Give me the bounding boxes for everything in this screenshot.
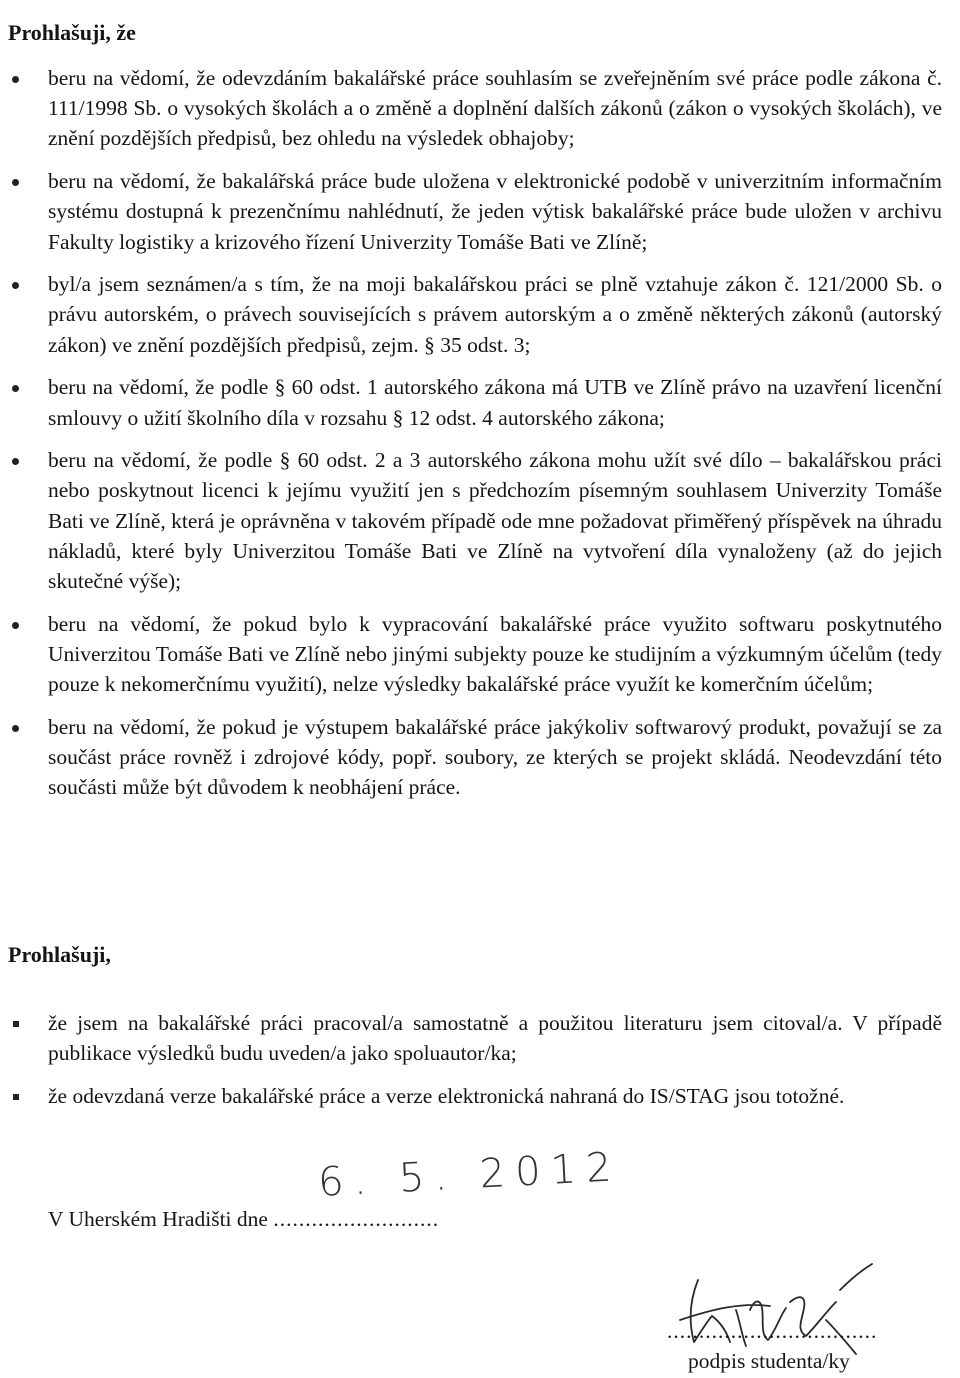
list-item: [0, 269, 960, 360]
list-item-text: byl/a jsem seznámen/a s tím, že na moji bakalářskou práci se plně vztahuje zákon č. 121/2000 Sb. o právu autorském, o právech souvisejících s právem autorským a o změně některých zákonů (autorský zákon) ve znění pozdějších předpisů, zejm. § 35 odst. 3;: [48, 272, 942, 357]
declaration-list-1: [0, 63, 960, 815]
list-item: [0, 372, 960, 432]
date-dots: ..........................: [273, 1207, 440, 1231]
bullet-dot-icon: [12, 282, 19, 289]
list-item: [0, 166, 960, 257]
list-item: [0, 445, 960, 596]
bullet-dot-icon: [12, 622, 19, 629]
list-item-text: beru na vědomí, že podle § 60 odst. 2 a 3 autorského zákona mohu užít své dílo – bakalářskou práci nebo poskytnout licenci k jejímu využití jen s předchozím písemným souhlasem Univerzity Tomáše Bati ve Zlíně, která je oprávněna v takovém případě ode mne požadovat přiměřený příspěvek na úhradu nákladů, které byly Univerzitou Tomáše Bati ve Zlíně na vytvoření díla vynaloženy (až do jejich skutečné výše);: [48, 448, 942, 594]
list-item-text: beru na vědomí, že podle § 60 odst. 1 autorského zákona má UTB ve Zlíně právo na uzavření licenční smlouvy o užití školního díla v rozsahu § 12 odst. 4 autorského zákona;: [48, 375, 942, 430]
list-item: [0, 63, 960, 154]
bullet-dot-icon: [12, 179, 19, 186]
list-item-text: beru na vědomí, že pokud je výstupem bakalářské práce jakýkoliv softwarový produkt, považují se za součást práce rovněž i zdrojové kódy, popř. soubory, ze kterých se projekt skládá. Neodevzdání této součásti může být důvodem k neobhájení práce.: [48, 714, 942, 800]
bullet-square-icon: [13, 1094, 19, 1100]
declaration-list-2: [0, 1008, 960, 1125]
list-item-text: beru na vědomí, že bakalářská práce bude uložena v elektronické podobě v univerzitním informačním systému dostupná k prezenčnímu nahlédnutí, že jeden výtisk bakalářské práce bude uložen v archivu Fakulty logistiky a krizového řízení Univerzity Tomáše Bati ve Zlíně;: [48, 169, 942, 254]
signature-dots: .................................: [667, 1319, 878, 1343]
list-item: [0, 609, 960, 700]
list-item-text: že jsem na bakalářské práci pracoval/a samostatně a použitou literaturu jsem citoval/a. V případě publikace výsledků budu uveden/a jako spoluautor/ka;: [48, 1011, 942, 1066]
list-item: [0, 1081, 960, 1111]
signature-label: podpis studenta/ky: [688, 1349, 850, 1373]
handwritten-date: 6. 5. 2012: [316, 1144, 623, 1206]
place-text: V Uherském Hradišti dne: [48, 1207, 268, 1231]
bullet-dot-icon: [12, 458, 19, 465]
list-item-text: beru na vědomí, že pokud bylo k vypracování bakalářské práce využito softwaru poskytnutého Univerzitou Tomáše Bati ve Zlíně nebo jinými subjekty pouze ke studijním a výzkumným účelům (tedy pouze k nekomerčnímu využití), nelze výsledky bakalářské práce využít ke komerčním účelům;: [48, 611, 942, 697]
list-item-text: beru na vědomí, že odevzdáním bakalářské práce souhlasím se zveřejněním své práce podle zákona č. 111/1998 Sb. o vysokých školách a o změně a doplnění dalších zákonů (zákon o vysokých školách), ve znění pozdějších předpisů, bez ohledu na výsledek obhajoby;: [48, 66, 942, 151]
bullet-dot-icon: [12, 725, 19, 732]
section-heading-1: Prohlašuji, že: [8, 20, 136, 45]
list-item: [0, 712, 960, 803]
bullet-dot-icon: [12, 385, 19, 392]
list-item-text: že odevzdaná verze bakalářské práce a verze elektronická nahraná do IS/STAG jsou totožné.: [48, 1084, 845, 1109]
bullet-square-icon: [13, 1021, 19, 1027]
place-date-line: [48, 1204, 439, 1234]
list-item: [0, 1008, 960, 1068]
section-heading-2: Prohlašuji,: [8, 942, 111, 967]
bullet-dot-icon: [12, 76, 19, 83]
